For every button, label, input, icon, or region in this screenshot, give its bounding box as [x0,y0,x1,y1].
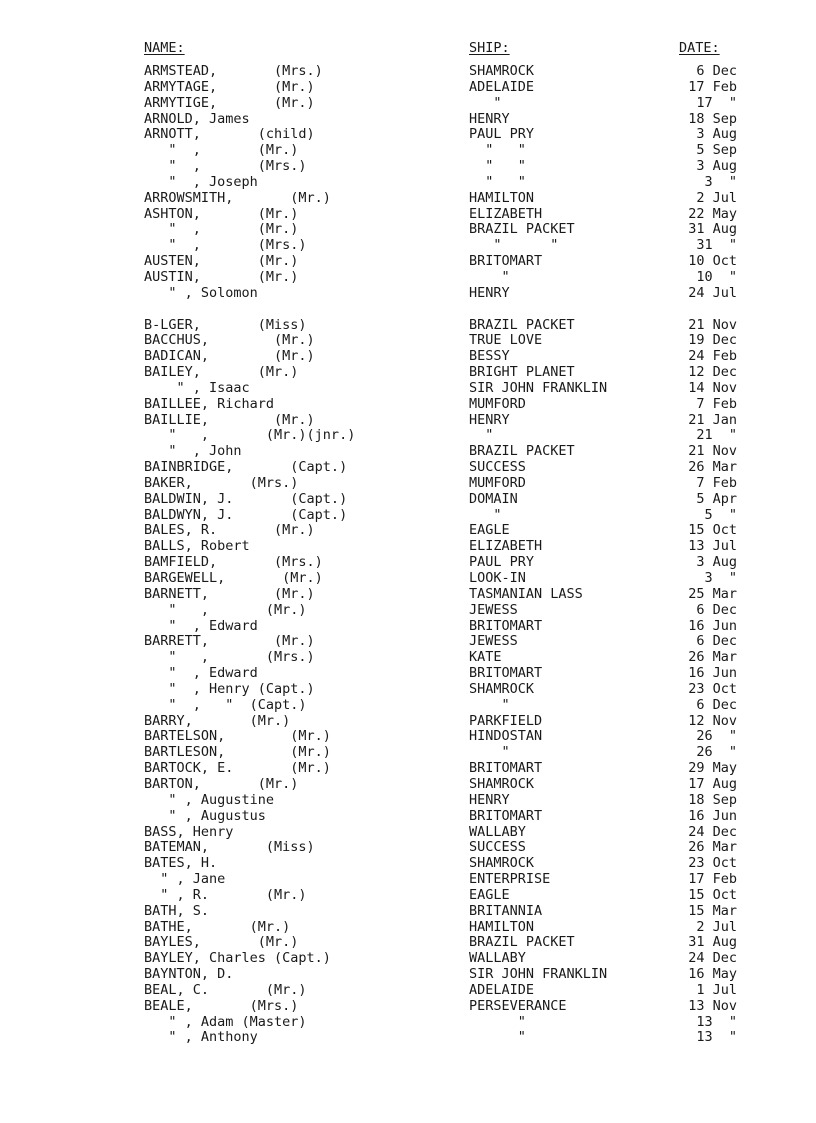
ship-name: KATE [469,649,502,666]
arrival-date: 5 Sep [696,142,737,159]
arrival-date: 26 Mar [688,649,737,666]
passenger-name: " , (Mr.) [144,601,307,618]
arrival-date: 26 Mar [688,459,737,476]
passenger-name: BATES, H. [144,855,218,872]
passenger-name: " , (Mr.)(jnr.) [144,427,356,444]
passenger-name: AUSTIN, (Mr.) [144,268,299,285]
passenger-name: ARNOTT, (child) [144,126,315,143]
ship-name: " " [469,142,526,159]
ship-name: WALLABY [469,950,526,967]
arrival-date: 15 Oct [688,522,737,539]
arrival-date: 3 Aug [696,126,737,143]
list-item [0,270,816,286]
arrival-date: 13 Jul [688,538,737,555]
list-item [0,1015,816,1031]
list-item [0,64,816,80]
arrival-date: 16 Jun [688,807,737,824]
list-item [0,825,816,841]
ship-name: ADELAIDE [469,981,535,998]
ship-name: EAGLE [469,886,510,903]
list-item [0,444,816,460]
arrival-date: 13 Nov [688,997,737,1014]
passenger-name: " , R. (Mr.) [144,886,307,903]
ship-name: ADELAIDE [469,78,535,95]
passenger-name: BAMFIELD, (Mrs.) [144,554,323,571]
ship-column-header: SHIP: [469,40,510,56]
ship-name: " [469,427,494,444]
list-item [0,999,816,1015]
arrival-date: 6 Dec [696,696,737,713]
passenger-name: " , John [144,443,242,460]
ship-name: HAMILTON [469,189,535,206]
list-item [0,729,816,745]
list-item [0,571,816,587]
passenger-name: AUSTEN, (Mr.) [144,253,299,270]
ship-name: " " [469,173,526,190]
ship-name: PERSEVERANCE [469,997,567,1014]
passenger-name: BACCHUS, (Mr.) [144,332,315,349]
passenger-name: ARMYTIGE, (Mr.) [144,94,315,111]
passenger-name: BARTLESON, (Mr.) [144,744,331,761]
ship-name: BRIGHT PLANET [469,364,575,381]
list-item [0,698,816,714]
passenger-name: " , Edward [144,665,258,682]
arrival-date: 18 Sep [688,110,737,127]
arrival-date: 3 Aug [696,158,737,175]
list-item [0,983,816,999]
column-header-row [0,40,816,60]
passenger-name: BAYLES, (Mr.) [144,934,299,951]
ship-name: JEWESS [469,633,518,650]
passenger-name: BARGEWELL, (Mr.) [144,570,323,586]
arrival-date: 19 Dec [688,332,737,349]
arrival-date: 22 May [688,205,737,222]
passenger-name: ARMYTAGE, (Mr.) [144,78,315,95]
ship-name: " [469,744,510,761]
list-item [0,492,816,508]
list-item [0,254,816,270]
list-item [0,777,816,793]
passenger-name: BAINBRIDGE, (Capt.) [144,459,348,476]
arrival-date: 31 Aug [688,221,737,238]
passenger-name: ARROWSMITH, (Mr.) [144,189,331,206]
arrival-date: 1 Jul [696,981,737,998]
arrival-date: 15 Oct [688,886,737,903]
arrival-date: 23 Oct [688,855,737,872]
arrival-date: 26 " [696,744,737,761]
list-item [0,761,816,777]
ship-name: HAMILTON [469,918,535,935]
passenger-name: BAKER, (Mrs.) [144,474,299,491]
list-item [0,476,816,492]
list-item [0,967,816,983]
passenger-name: " , Anthony [144,1029,258,1046]
list-item [0,555,816,571]
arrival-date: 17 Feb [688,78,737,95]
passenger-name: BAYNTON, D. [144,966,234,983]
list-item [0,872,816,888]
passenger-name: BALDWIN, J. (Capt.) [144,490,348,507]
arrival-date: 29 May [688,760,737,777]
list-item [0,318,816,334]
arrival-date: 10 Oct [688,253,737,270]
ship-name: BRAZIL PACKET [469,934,575,951]
list-item [0,714,816,730]
list-item [0,460,816,476]
passenger-name: BAYLEY, Charles (Capt.) [144,950,331,967]
passenger-name: " , " (Capt.) [144,696,307,713]
ship-name: BRITOMART [469,253,543,270]
list-item [0,1030,816,1046]
ship-name: SHAMROCK [469,775,535,792]
arrival-date: 21 Nov [688,443,737,460]
ship-name: JEWESS [469,601,518,618]
name-column-header: NAME: [144,40,185,56]
passenger-name: " , Isaac [144,379,250,396]
list-item [0,397,816,413]
list-item [0,888,816,904]
list-item [0,809,816,825]
list-item [0,587,816,603]
arrival-date: 6 Dec [696,633,737,650]
passenger-name: " , Solomon [144,284,258,301]
arrival-date: 24 Dec [688,950,737,967]
passenger-name: BALLS, Robert [144,538,250,555]
arrival-date: 26 Mar [688,839,737,856]
passenger-name: " , Augustus [144,807,266,824]
ship-name: SIR JOHN FRANKLIN [469,966,608,983]
arrival-date: 6 Dec [696,601,737,618]
list-item [0,238,816,254]
ship-name: DOMAIN [469,490,518,507]
arrival-date: 16 Jun [688,665,737,682]
ship-name: HENRY [469,284,510,301]
passenger-name: BARTON, (Mr.) [144,775,299,792]
passenger-name: " , Jane [144,871,226,888]
list-item [0,191,816,207]
ship-name: BRITOMART [469,665,543,682]
arrival-date: 21 Nov [688,316,737,333]
list-item [0,935,816,951]
passenger-name: BASS, Henry [144,823,234,840]
ship-name: BRITOMART [469,807,543,824]
list-item [0,286,816,302]
arrival-date: 10 " [696,268,737,285]
list-item [0,619,816,635]
passenger-name: BAILLIE, (Mr.) [144,411,315,428]
date-column-header: DATE: [679,40,720,56]
ship-name: BRITOMART [469,760,543,777]
passenger-name: " , Joseph [144,173,258,190]
arrival-date: 17 " [696,94,737,111]
ship-name: BRITOMART [469,617,543,634]
ship-name: HENRY [469,791,510,808]
passenger-name: BEAL, C. (Mr.) [144,981,307,998]
passenger-name: BARRY, (Mr.) [144,712,291,729]
list-item [0,175,816,191]
arrival-date: 31 Aug [688,934,737,951]
arrival-date: 2 Jul [696,918,737,935]
passenger-name: " , Henry (Capt.) [144,680,315,697]
passenger-name: BALES, R. (Mr.) [144,522,315,539]
list-item [0,159,816,175]
passenger-name: " , (Mr.) [144,221,299,238]
passenger-name: BARTOCK, E. (Mr.) [144,760,331,777]
list-item [0,428,816,444]
arrival-date: 12 Dec [688,364,737,381]
passenger-name: " , (Mrs.) [144,237,307,254]
passenger-name: BATH, S. [144,902,210,919]
list-item [0,951,816,967]
passenger-name: " , Augustine [144,791,275,808]
ship-name: BRITANNIA [469,902,543,919]
list-item [0,920,816,936]
passenger-name: " , Edward [144,617,258,634]
arrival-date: 31 " [696,237,737,254]
ship-name: BRAZIL PACKET [469,316,575,333]
passenger-name: " , (Mrs.) [144,158,307,175]
ship-name: PARKFIELD [469,712,543,729]
passenger-name: " , Adam (Master) [144,1013,307,1030]
ship-name: LOOK-IN [469,570,526,586]
arrival-date: 26 " [696,728,737,745]
passenger-name: ASHTON, (Mr.) [144,205,299,222]
passenger-name: ARMSTEAD, (Mrs.) [144,63,323,79]
arrival-date: 3 " [704,570,737,586]
list-item [0,840,816,856]
list-item [0,381,816,397]
ship-name: ELIZABETH [469,538,543,555]
list-item [0,349,816,365]
passenger-name: BARRETT, (Mr.) [144,633,315,650]
arrival-date: 24 Dec [688,823,737,840]
arrival-date: 25 Mar [688,585,737,602]
list-item [0,96,816,112]
ship-name: TRUE LOVE [469,332,543,349]
list-item [0,222,816,238]
list-item [0,603,816,619]
arrival-date: 18 Sep [688,791,737,808]
arrival-date: 2 Jul [696,189,737,206]
arrival-date: 3 Aug [696,554,737,571]
arrival-date: 7 Feb [696,474,737,491]
ship-name: MUMFORD [469,395,526,412]
passenger-name: " , (Mr.) [144,142,299,159]
list-item [0,112,816,128]
arrival-date: 21 Jan [688,411,737,428]
passenger-name: BADICAN, (Mr.) [144,348,315,365]
list-item [0,143,816,159]
list-item [0,666,816,682]
list-item [0,365,816,381]
ship-name: WALLABY [469,823,526,840]
list-item [0,650,816,666]
ship-name: BRAZIL PACKET [469,221,575,238]
list-item [0,904,816,920]
arrival-date: 13 " [696,1013,737,1030]
list-item [0,80,816,96]
arrival-date: 14 Nov [688,379,737,396]
arrival-date: 17 Feb [688,871,737,888]
arrival-date: 15 Mar [688,902,737,919]
arrival-date: 3 " [704,173,737,190]
ship-name: " [469,94,502,111]
arrival-date: 17 Aug [688,775,737,792]
ship-name: " [469,1029,526,1046]
ship-name: " " [469,158,526,175]
arrival-date: 24 Feb [688,348,737,365]
passenger-name: BATEMAN, (Miss) [144,839,315,856]
arrival-date: 7 Feb [696,395,737,412]
list-item [0,127,816,143]
passenger-name: BAILEY, (Mr.) [144,364,299,381]
ship-name: BRAZIL PACKET [469,443,575,460]
section-spacer [0,302,816,318]
ship-name: HENRY [469,110,510,127]
ship-name: SHAMROCK [469,63,535,79]
list-item [0,207,816,223]
ship-name: EAGLE [469,522,510,539]
ship-name: SUCCESS [469,839,526,856]
ship-name: TASMANIAN LASS [469,585,583,602]
list-item [0,413,816,429]
list-item [0,634,816,650]
ship-name: MUMFORD [469,474,526,491]
passenger-name: B-LGER, (Miss) [144,316,307,333]
passenger-name: BAILLEE, Richard [144,395,275,412]
passenger-name: BARNETT, (Mr.) [144,585,315,602]
ship-name: PAUL PRY [469,126,535,143]
arrival-date: 5 Apr [696,490,737,507]
list-item [0,523,816,539]
ship-name: BESSY [469,348,510,365]
ship-name: PAUL PRY [469,554,535,571]
ship-name: ENTERPRISE [469,871,551,888]
passenger-name: BEALE, (Mrs.) [144,997,299,1014]
ship-name: SHAMROCK [469,680,535,697]
list-item [0,856,816,872]
arrival-date: 21 " [696,427,737,444]
ship-name: ELIZABETH [469,205,543,222]
list-item [0,508,816,524]
passenger-list [0,64,816,1046]
passenger-name: ARNOLD, James [144,110,250,127]
arrival-date: 16 May [688,966,737,983]
arrival-date: 12 Nov [688,712,737,729]
arrival-date: 5 " [704,506,737,523]
arrival-date: 23 Oct [688,680,737,697]
passenger-name: " , (Mrs.) [144,649,315,666]
ship-name: " [469,506,502,523]
ship-name: SHAMROCK [469,855,535,872]
ship-name: " [469,268,510,285]
list-item [0,793,816,809]
ship-name: SIR JOHN FRANKLIN [469,379,608,396]
passenger-name: BALDWYN, J. (Capt.) [144,506,348,523]
ship-name: " [469,696,510,713]
arrival-date: 6 Dec [696,63,737,79]
list-item [0,682,816,698]
arrival-date: 24 Jul [688,284,737,301]
passenger-name: BARTELSON, (Mr.) [144,728,331,745]
ship-name: " [469,1013,526,1030]
list-item [0,539,816,555]
passenger-name: BATHE, (Mr.) [144,918,291,935]
ship-name: HENRY [469,411,510,428]
arrival-date: 16 Jun [688,617,737,634]
ship-name: " " [469,237,559,254]
ship-name: SUCCESS [469,459,526,476]
list-item [0,333,816,349]
ship-name: HINDOSTAN [469,728,543,745]
arrival-date: 13 " [696,1029,737,1046]
list-item [0,745,816,761]
